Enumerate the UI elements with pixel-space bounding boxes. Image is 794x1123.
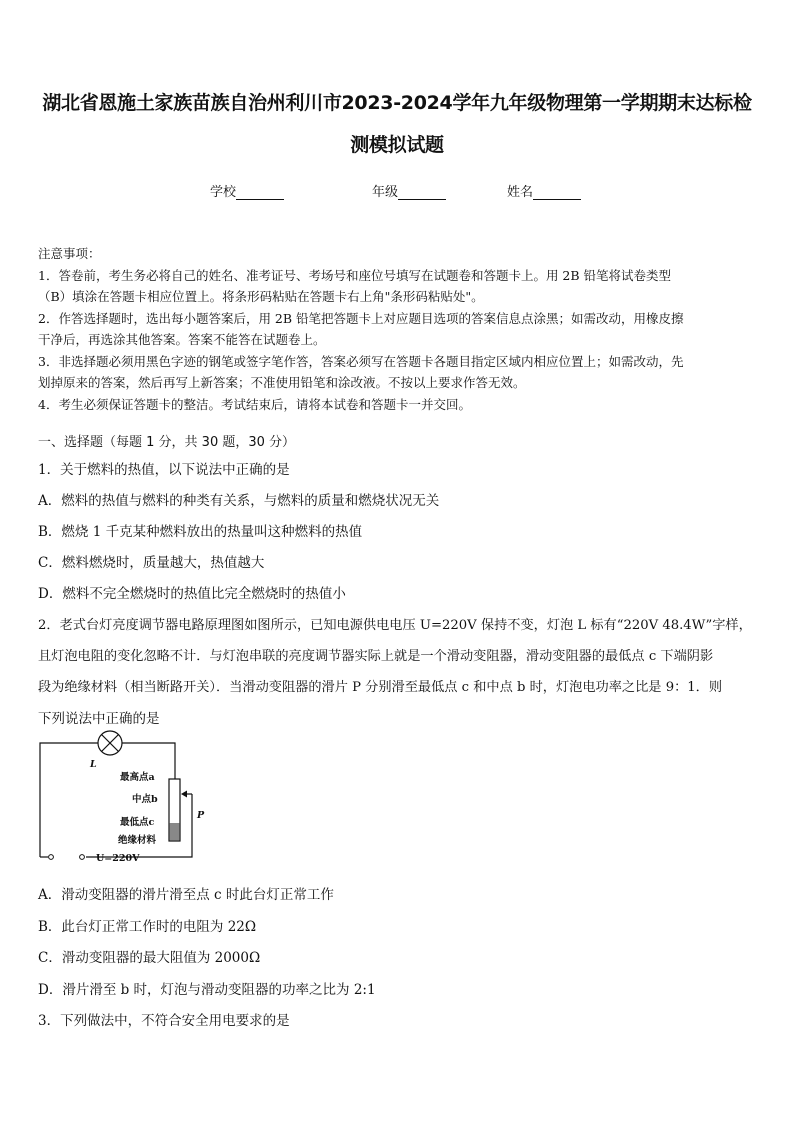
page-title-line-2: 测模拟试题 [350, 134, 444, 156]
insulator-segment [170, 823, 180, 840]
slider-label: P [197, 810, 205, 821]
question-2-stem-line: 2．老式台灯亮度调节器电路原理图如图所示，已知电源供电电压 U=220V 保持不变，灯泡 L 标有“220V 48.4W”字样， [38, 618, 752, 633]
notes-line: 4．考生必须保证答题卡的整洁。考试结束后，请将本试卷和答题卡一并交回。 [38, 396, 471, 412]
school-label: 学校 [210, 185, 237, 200]
question-2-stem-line: 且灯泡电阻的变化忽略不计．与灯泡串联的亮度调节器实际上就是一个滑动变阻器，滑动变阻器的最低点 c 下端阴影 [38, 649, 714, 664]
lamp-label: L [90, 759, 97, 770]
grade-blank[interactable] [398, 186, 446, 200]
question-2-stem-line: 下列说法中正确的是 [38, 711, 160, 727]
question-1-option-b[interactable]: B．燃烧 1 千克某种燃料放出的热量叫这种燃料的热值 [38, 524, 363, 540]
terminal-right [80, 855, 85, 860]
question-2-stem-line: 段为绝缘材料（相当断路开关）．当滑动变阻器的滑片 P 分别滑至最低点 c 和中点 b 时，灯泡电功率之比是 9：1．则 [38, 680, 723, 695]
grade-label: 年级 [372, 185, 399, 200]
name-blank[interactable] [533, 186, 581, 200]
notes-line: 划掉原来的答案，然后再写上新答案；不准使用铅笔和涂改液。不按以上要求作答无效。 [38, 375, 526, 390]
notes-line: 3．非选择题必须用黑色字迹的钢笔或签字笔作答，答案必须写在答题卡各题目指定区域内相应位置上；如需改动，先 [38, 353, 684, 369]
notes-heading: 注意事项： [38, 246, 101, 261]
voltage-label: U=220V [96, 853, 140, 864]
mid-point-label: 中点b [132, 794, 158, 805]
page-title-line-1: 湖北省恩施土家族苗族自治州利川市2023-2024学年九年级物理第一学期期末达标检 [42, 92, 752, 114]
name-field[interactable] [507, 181, 581, 200]
terminal-left [49, 855, 54, 860]
dimmer-circuit-diagram [30, 730, 230, 870]
question-2-option-b[interactable]: B．此台灯正常工作时的电阻为 22Ω [38, 919, 257, 935]
notes-line: 1．答卷前，考生务必将自己的姓名、准考证号、考场号和座位号填写在试题卷和答题卡上。用 2B 铅笔将试卷类型 [38, 267, 672, 283]
notes-line: （B）填涂在答题卡相应位置上。将条形码粘贴在答题卡右上角"条形码粘贴处"。 [38, 289, 484, 304]
student-info-row [0, 181, 794, 201]
question-2-option-a[interactable]: A．滑动变阻器的滑片滑至点 c 时此台灯正常工作 [38, 887, 334, 903]
low-point-label: 最低点c [120, 817, 155, 828]
top-point-label: 最高点a [120, 772, 155, 783]
grade-field[interactable] [372, 181, 446, 200]
school-blank[interactable] [236, 186, 284, 200]
question-2-option-d[interactable]: D．滑片滑至 b 时，灯泡与滑动变阻器的功率之比为 2:1 [38, 982, 376, 998]
slider-arrow-icon [181, 791, 187, 798]
section-heading: 一、选择题（每题 1 分，共 30 题，30 分） [38, 435, 296, 450]
school-field[interactable] [210, 181, 284, 200]
question-1-option-c[interactable]: C．燃料燃烧时，质量越大，热值越大 [38, 555, 265, 571]
notes-line: 干净后，再选涂其他答案。答案不能答在试题卷上。 [38, 332, 326, 347]
question-1-stem: 1．关于燃料的热值，以下说法中正确的是 [38, 462, 290, 478]
question-1-option-d[interactable]: D．燃料不完全燃烧时的热值比完全燃烧时的热值小 [38, 586, 346, 602]
question-1-option-a[interactable]: A．燃料的热值与燃料的种类有关系，与燃料的质量和燃烧状况无关 [38, 493, 440, 509]
exam-notes [38, 243, 760, 415]
insulator-label: 绝缘材料 [118, 835, 157, 846]
name-label: 姓名 [507, 185, 534, 200]
question-3-stem: 3．下列做法中，不符合安全用电要求的是 [38, 1013, 290, 1029]
question-2-option-c[interactable]: C．滑动变阻器的最大阻值为 2000Ω [38, 950, 261, 966]
notes-line: 2．作答选择题时，选出每小题答案后，用 2B 铅笔把答题卡上对应题目选项的答案信息点涂黑；如需改动，用橡皮擦 [38, 310, 684, 326]
